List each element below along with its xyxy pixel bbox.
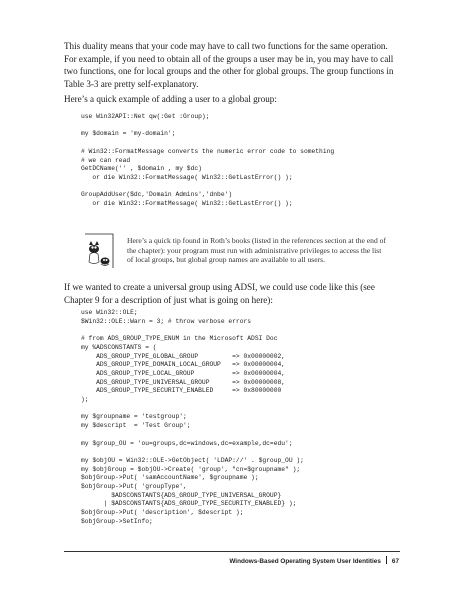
example-intro: Here’s a quick example of adding a user to a global group: [64,94,277,104]
page-number: 67 [391,558,399,565]
code-block-global-group: use Win32API::Net qw(:Get :Group); my $domain = 'my-domain'; # Win32::FormatMessage converts the numeric error code to something # we can read GetDCName('' , $domain , my $dc) or die Win32::FormatMessage( Win32::GetLastError() ); GroupAddUser($dc,'Domain Admins','dnbe') or die Win32::FormatMessage( Win32::GetLastError() ); [81,113,335,208]
page-footer [229,556,399,565]
footer-separator [386,556,387,564]
code-block-universal-group: use Win32::OLE; $Win32::OLE::Warn = 3; # throw verbose errors # from ADS_GROUP_TYPE_ENUM in the Microsoft ADSI Doc my %ADSCONSTANTS = ( ADS_GROUP_TYPE_GLOBAL_GROUP => 0x00000002, ADS_GROUP_TYPE_DOMAIN_LOCAL_GROUP => 0x00000004, ADS_GROUP_TYPE_LOCAL_GROUP => 0x00000004, ADS_GROUP_TYPE_UNIVERSAL_GROUP => 0x00000008, ADS_GROUP_TYPE_SECURITY_ENABLED => 0x80000000 ); my $groupname = 'testgroup'; my $descript = 'Test Group'; my $group_OU = 'ou=groups,dc=windows,dc=example,dc=edu'; my $objOU = Win32::OLE->GetObject( 'LDAP://' . $group_OU ); my $objGroup = $objOU->Create( 'group', "cn=$groupname" ); $objGroup->Put( 'samAccountName', $groupname ); $objGroup->Put( 'groupType', $ADSCONSTANTS{ADS_GROUP_TYPE_UNIVERSAL_GROUP} | $ADSCONSTANTS{ADS_GROUP_TYPE_SECURITY_ENABLED} ); $objGroup->Put( 'description', $descript ); $objGroup->SetInfo; [81,309,304,525]
intro-paragraph: This duality means that your code may have to call two functions for the same operation. For example, if you need to obtain all of the groups a user may be in, you may have to call two functions, one for local groups and the other for global groups. The group functions in Table 3-3 are pretty self-explanatory. [64,41,394,89]
footer-section-title: Windows-Based Operating System User Identities [229,558,381,565]
footer-rule [64,551,400,552]
universal-group-intro: If we wanted to create a universal group using ADSI, we could use code like this (see Chapter 9 for a description of just what is going on here): [64,282,375,305]
tip-text: Here’s a quick tip found in Roth’s books (listed in the references section at the end of the chapter): your program must run with administrative privileges to access the list of local groups, but global group names are available to all users. [127,236,386,265]
tip-animal-icon [83,232,117,272]
